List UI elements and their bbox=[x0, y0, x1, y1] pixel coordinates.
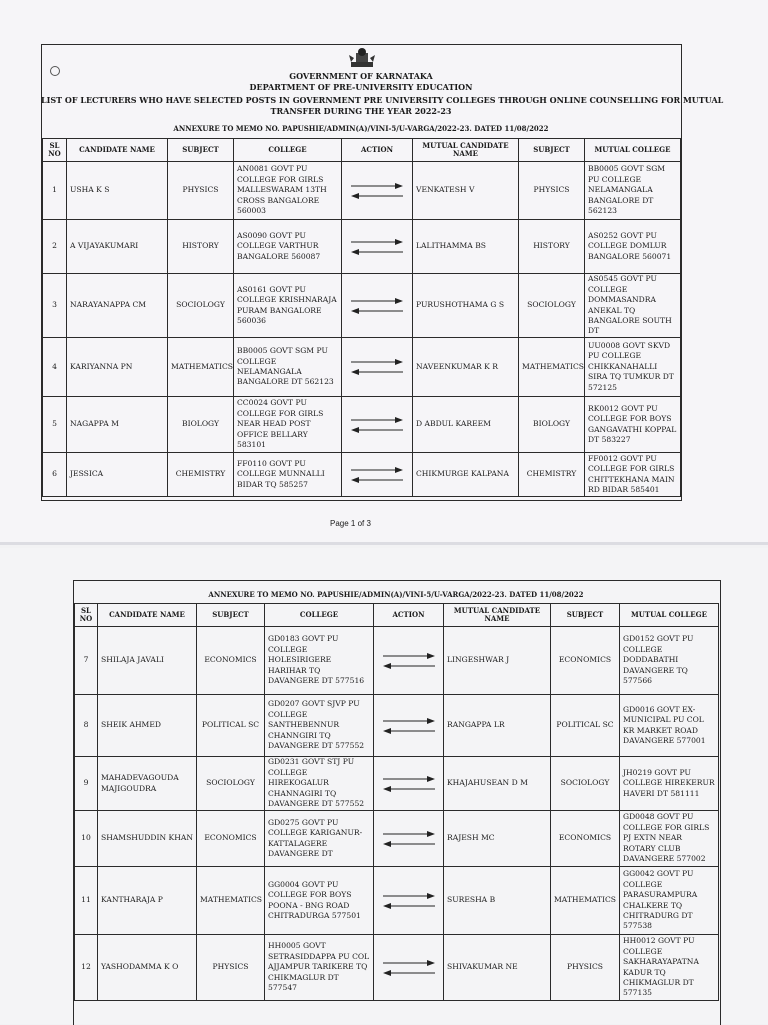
mutual-subject-cell: HISTORY bbox=[519, 220, 585, 274]
mutual-candidate-name-cell: NAVEENKUMAR K R bbox=[413, 338, 519, 397]
action-cell bbox=[374, 935, 444, 1001]
header-college: COLLEGE bbox=[234, 139, 342, 162]
header-sl-no: SL NO bbox=[75, 604, 98, 627]
header-candidate-name: CANDIDATE NAME bbox=[98, 604, 197, 627]
table-row bbox=[43, 338, 681, 397]
header-mutual-college: MUTUAL COLLEGE bbox=[620, 604, 719, 627]
table-row bbox=[43, 453, 681, 497]
candidate-name-cell: SHAMSHUDDIN KHAN bbox=[98, 811, 197, 867]
college-cell: GG0004 GOVT PU COLLEGE FOR BOYS POONA - BNG ROAD CHITRADURGA 577501 bbox=[265, 867, 374, 935]
page-two-sheet bbox=[0, 548, 768, 1024]
mutual-subject-cell: ECONOMICS bbox=[551, 627, 620, 695]
mutual-subject-cell: BIOLOGY bbox=[519, 397, 585, 453]
college-cell: GD0231 GOVT STJ PU COLLEGE HIREKOGALUR CHANNAGIRI TQ DAVANGERE DT 577552 bbox=[265, 757, 374, 811]
header-mutual-candidate-name: MUTUAL CANDIDATE NAME bbox=[444, 604, 551, 627]
table-row bbox=[75, 935, 719, 1001]
exchange-arrows-icon bbox=[349, 180, 405, 202]
table-row bbox=[43, 220, 681, 274]
mutual-college-cell: UU0008 GOVT SKVD PU COLLEGE CHIKKANAHALLI SIRA TQ TUMKUR DT 572125 bbox=[585, 338, 681, 397]
list-title-line2: TRANSFER DURING THE YEAR 2022-23 bbox=[270, 106, 452, 116]
action-cell bbox=[342, 453, 413, 497]
sl-no-cell: 4 bbox=[43, 338, 67, 397]
table-header-row bbox=[43, 139, 681, 162]
subject-cell: POLITICAL SC bbox=[197, 695, 265, 757]
exchange-arrows-icon bbox=[381, 890, 437, 912]
exchange-arrows-icon bbox=[349, 295, 405, 317]
candidate-name-cell: USHA K S bbox=[67, 162, 168, 220]
header-mutual-candidate-name: MUTUAL CANDIDATE NAME bbox=[413, 139, 519, 162]
action-cell bbox=[342, 338, 413, 397]
college-cell: GD0275 GOVT PU COLLEGE KARIGANUR-KATTALAGERE DAVANGERE DT bbox=[265, 811, 374, 867]
candidate-name-cell: A VIJAYAKUMARI bbox=[67, 220, 168, 274]
mutual-college-cell: GD0152 GOVT PU COLLEGE DODDABATHI DAVANGERE TQ 577566 bbox=[620, 627, 719, 695]
mutual-college-cell: AS0545 GOVT PU COLLEGE DOMMASANDRA ANEKAL TQ BANGALORE SOUTH DT bbox=[585, 274, 681, 338]
mutual-subject-cell: PHYSICS bbox=[519, 162, 585, 220]
government-title: GOVERNMENT OF KARNATAKA bbox=[289, 71, 433, 81]
table-row bbox=[43, 274, 681, 338]
sl-no-cell: 7 bbox=[75, 627, 98, 695]
action-cell bbox=[374, 757, 444, 811]
header-mutual-subject: SUBJECT bbox=[519, 139, 585, 162]
sl-no-cell: 8 bbox=[75, 695, 98, 757]
exchange-arrows-icon bbox=[349, 236, 405, 258]
table-row bbox=[43, 397, 681, 453]
mutual-candidate-name-cell: VENKATESH V bbox=[413, 162, 519, 220]
header-candidate-name: CANDIDATE NAME bbox=[67, 139, 168, 162]
header-college: COLLEGE bbox=[265, 604, 374, 627]
exchange-arrows-icon bbox=[349, 356, 405, 378]
mutual-college-cell: JH0219 GOVT PU COLLEGE HIREKERUR HAVERI DT 581111 bbox=[620, 757, 719, 811]
candidate-name-cell: NARAYANAPPA CM bbox=[67, 274, 168, 338]
subject-cell: SOCIOLOGY bbox=[168, 274, 234, 338]
page-separator bbox=[0, 542, 768, 545]
action-cell bbox=[342, 397, 413, 453]
mutual-subject-cell: PHYSICS bbox=[551, 935, 620, 1001]
table-row bbox=[75, 695, 719, 757]
exchange-arrows-icon bbox=[349, 414, 405, 436]
table-row bbox=[75, 867, 719, 935]
header-mutual-college: MUTUAL COLLEGE bbox=[585, 139, 681, 162]
candidate-name-cell: NAGAPPA M bbox=[67, 397, 168, 453]
sl-no-cell: 6 bbox=[43, 453, 67, 497]
header-subject: SUBJECT bbox=[168, 139, 234, 162]
mutual-college-cell: AS0252 GOVT PU COLLEGE DOMLUR BANGALORE 560071 bbox=[585, 220, 681, 274]
table-row bbox=[75, 757, 719, 811]
action-cell bbox=[342, 220, 413, 274]
page-number: Page 1 of 3 bbox=[330, 519, 371, 528]
exchange-arrows-icon bbox=[381, 650, 437, 672]
department-title: DEPARTMENT OF PRE-UNIVERSITY EDUCATION bbox=[249, 82, 473, 92]
subject-cell: ECONOMICS bbox=[197, 627, 265, 695]
mutual-college-cell: RK0012 GOVT PU COLLEGE FOR BOYS GANGAVATHI KOPPAL DT 583227 bbox=[585, 397, 681, 453]
header-subject: SUBJECT bbox=[197, 604, 265, 627]
subject-cell: MATHEMATICS bbox=[168, 338, 234, 397]
mutual-college-cell: FF0012 GOVT PU COLLEGE FOR GIRLS CHITTEKHANA MAIN RD BIDAR 585401 bbox=[585, 453, 681, 497]
action-cell bbox=[374, 867, 444, 935]
exchange-arrows-icon bbox=[381, 957, 437, 979]
header-action: ACTION bbox=[374, 604, 444, 627]
action-cell bbox=[374, 627, 444, 695]
mutual-subject-cell: ECONOMICS bbox=[551, 811, 620, 867]
candidate-name-cell: KANTHARAJA P bbox=[98, 867, 197, 935]
lecturers-table-page1 bbox=[42, 138, 681, 497]
exchange-arrows-icon bbox=[349, 464, 405, 486]
mutual-college-cell: BB0005 GOVT SGM PU COLLEGE NELAMANGALA BANGALORE DT 562123 bbox=[585, 162, 681, 220]
header-mutual-subject: SUBJECT bbox=[551, 604, 620, 627]
karnataka-emblem-icon bbox=[349, 47, 375, 69]
sl-no-cell: 1 bbox=[43, 162, 67, 220]
mutual-college-cell: GD0016 GOVT EX-MUNICIPAL PU COL KR MARKET ROAD DAVANGERE 577001 bbox=[620, 695, 719, 757]
sl-no-cell: 11 bbox=[75, 867, 98, 935]
subject-cell: BIOLOGY bbox=[168, 397, 234, 453]
mutual-subject-cell: POLITICAL SC bbox=[551, 695, 620, 757]
mutual-candidate-name-cell: PURUSHOTHAMA G S bbox=[413, 274, 519, 338]
subject-cell: HISTORY bbox=[168, 220, 234, 274]
mutual-candidate-name-cell: RAJESH MC bbox=[444, 811, 551, 867]
mutual-candidate-name-cell: SHIVAKUMAR NE bbox=[444, 935, 551, 1001]
sl-no-cell: 12 bbox=[75, 935, 98, 1001]
mutual-candidate-name-cell: KHAJAHUSEAN D M bbox=[444, 757, 551, 811]
punch-hole-mark bbox=[50, 66, 60, 76]
header-sl-no: SL NO bbox=[43, 139, 67, 162]
college-cell: AS0161 GOVT PU COLLEGE KRISHNARAJA PURAM BANGALORE 560036 bbox=[234, 274, 342, 338]
sl-no-cell: 2 bbox=[43, 220, 67, 274]
table-row bbox=[75, 627, 719, 695]
mutual-subject-cell: SOCIOLOGY bbox=[551, 757, 620, 811]
subject-cell: SOCIOLOGY bbox=[197, 757, 265, 811]
action-cell bbox=[374, 695, 444, 757]
annexure-memo-line: ANNEXURE TO MEMO NO. PAPUSHIE/ADMIN(A)/VINI-5/U-VARGA/2022-23. DATED 11/08/2022 bbox=[173, 124, 549, 133]
action-cell bbox=[342, 274, 413, 338]
exchange-arrows-icon bbox=[381, 828, 437, 850]
mutual-college-cell: GG0042 GOVT PU COLLEGE PARASURAMPURA CHALKERE TQ CHITRADURG DT 577538 bbox=[620, 867, 719, 935]
table-row bbox=[75, 811, 719, 867]
mutual-candidate-name-cell: RANGAPPA LR bbox=[444, 695, 551, 757]
sl-no-cell: 3 bbox=[43, 274, 67, 338]
candidate-name-cell: JESSICA bbox=[67, 453, 168, 497]
mutual-subject-cell: CHEMISTRY bbox=[519, 453, 585, 497]
college-cell: BB0005 GOVT SGM PU COLLEGE NELAMANGALA BANGALORE DT 562123 bbox=[234, 338, 342, 397]
mutual-candidate-name-cell: SURESHA B bbox=[444, 867, 551, 935]
mutual-college-cell: GD0048 GOVT PU COLLEGE FOR GIRLS PJ EXTN NEAR ROTARY CLUB DAVANGERE 577002 bbox=[620, 811, 719, 867]
mutual-subject-cell: SOCIOLOGY bbox=[519, 274, 585, 338]
candidate-name-cell: SHEIK AHMED bbox=[98, 695, 197, 757]
exchange-arrows-icon bbox=[381, 715, 437, 737]
header-action: ACTION bbox=[342, 139, 413, 162]
candidate-name-cell: SHILAJA JAVALI bbox=[98, 627, 197, 695]
mutual-subject-cell: MATHEMATICS bbox=[519, 338, 585, 397]
college-cell: GD0207 GOVT SJVP PU COLLEGE SANTHEBENNUR CHANNGIRI TQ DAVANGERE DT 577552 bbox=[265, 695, 374, 757]
subject-cell: ECONOMICS bbox=[197, 811, 265, 867]
list-title-line1: LIST OF LECTURERS WHO HAVE SELECTED POSTS IN GOVERNMENT PRE UNIVERSITY COLLEGES THROUGH ONLINE COUNSELLING FOR MUTUAL bbox=[41, 95, 724, 105]
annexure-memo-line-page2: ANNEXURE TO MEMO NO. PAPUSHIE/ADMIN(A)/VINI-5/U-VARGA/2022-23. DATED 11/08/2022 bbox=[208, 590, 584, 599]
subject-cell: PHYSICS bbox=[168, 162, 234, 220]
subject-cell: MATHEMATICS bbox=[197, 867, 265, 935]
exchange-arrows-icon bbox=[381, 773, 437, 795]
college-cell: AS0090 GOVT PU COLLEGE VARTHUR BANGALORE 560087 bbox=[234, 220, 342, 274]
candidate-name-cell: YASHODAMMA K O bbox=[98, 935, 197, 1001]
sl-no-cell: 5 bbox=[43, 397, 67, 453]
college-cell: HH0005 GOVT SETRASIDDAPPA PU COL AJJAMPUR TARIKERE TQ CHIKMAGLUR DT 577547 bbox=[265, 935, 374, 1001]
mutual-candidate-name-cell: LALITHAMMA BS bbox=[413, 220, 519, 274]
candidate-name-cell: MAHADEVAGOUDA MAJIGOUDRA bbox=[98, 757, 197, 811]
mutual-candidate-name-cell: CHIKMURGE KALPANA bbox=[413, 453, 519, 497]
lecturers-table-page2 bbox=[74, 603, 719, 1001]
table-header-row bbox=[75, 604, 719, 627]
college-cell: AN0081 GOVT PU COLLEGE FOR GIRLS MALLESWARAM 13TH CROSS BANGALORE 560003 bbox=[234, 162, 342, 220]
sl-no-cell: 10 bbox=[75, 811, 98, 867]
subject-cell: PHYSICS bbox=[197, 935, 265, 1001]
sl-no-cell: 9 bbox=[75, 757, 98, 811]
college-cell: CC0024 GOVT PU COLLEGE FOR GIRLS NEAR HEAD POST OFFICE BELLARY 583101 bbox=[234, 397, 342, 453]
mutual-college-cell: HH0012 GOVT PU COLLEGE SAKHARAYAPATNA KADUR TQ CHIKMAGLUR DT 577135 bbox=[620, 935, 719, 1001]
college-cell: FF0110 GOVT PU COLLEGE MUNNALLI BIDAR TQ 585257 bbox=[234, 453, 342, 497]
candidate-name-cell: KARIYANNA PN bbox=[67, 338, 168, 397]
subject-cell: CHEMISTRY bbox=[168, 453, 234, 497]
table-row bbox=[43, 162, 681, 220]
action-cell bbox=[374, 811, 444, 867]
college-cell: GD0183 GOVT PU COLLEGE HOLESIRIGERE HARIHAR TQ DAVANGERE DT 577516 bbox=[265, 627, 374, 695]
mutual-candidate-name-cell: D ABDUL KAREEM bbox=[413, 397, 519, 453]
mutual-candidate-name-cell: LINGESHWAR J bbox=[444, 627, 551, 695]
mutual-subject-cell: MATHEMATICS bbox=[551, 867, 620, 935]
action-cell bbox=[342, 162, 413, 220]
